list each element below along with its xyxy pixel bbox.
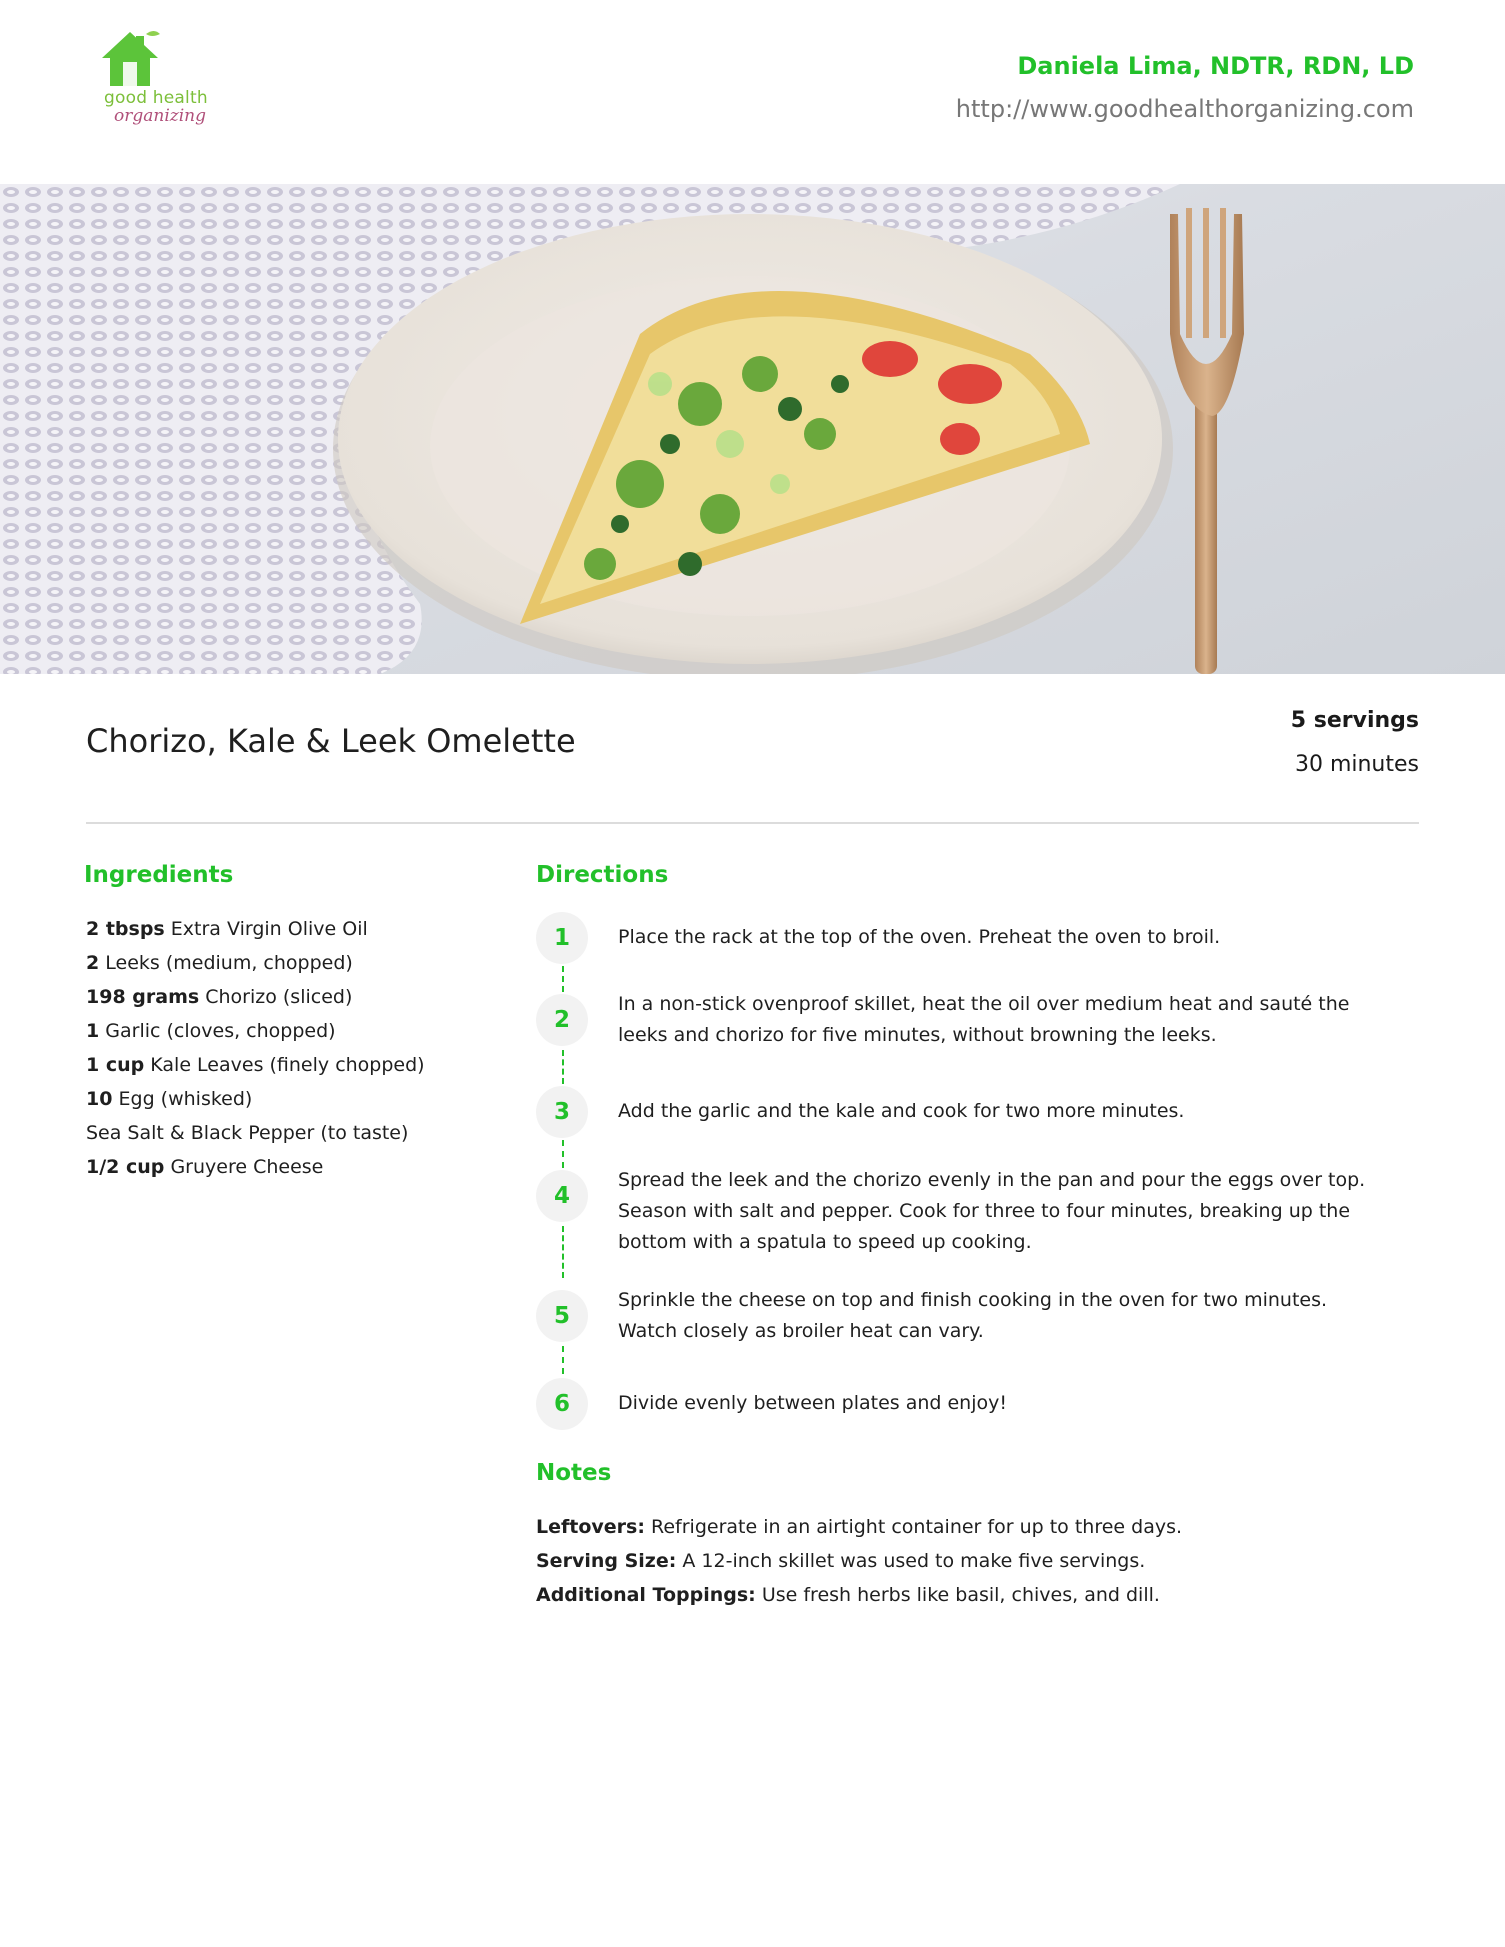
section-divider [86, 822, 1419, 824]
author-name: Daniela Lima, NDTR, RDN, LD [1017, 52, 1414, 80]
note-text: A 12-inch skillet was used to make five servings. [682, 1550, 1146, 1572]
step-connector [562, 1050, 564, 1084]
step-number: 3 [536, 1086, 588, 1138]
ingredient-qty: 2 [86, 952, 100, 974]
list-item [86, 980, 425, 1014]
step-connector [562, 1346, 564, 1374]
note-text: Refrigerate in an airtight container for up to three days. [651, 1516, 1183, 1538]
logo-text-secondary: organizing [114, 106, 206, 126]
ingredient-text: Kale Leaves (finely chopped) [150, 1054, 425, 1076]
note-text: Use fresh herbs like basil, chives, and dill. [761, 1584, 1160, 1606]
cook-time: 30 minutes [1294, 752, 1419, 777]
servings-count: 5 servings [1290, 708, 1419, 733]
step-number: 2 [536, 994, 588, 1046]
step-number: 5 [536, 1290, 588, 1342]
note-item [536, 1578, 1182, 1612]
ingredient-text: Leeks (medium, chopped) [105, 952, 353, 974]
brand-logo [90, 28, 220, 143]
ingredients-list [86, 912, 425, 1184]
list-item [86, 912, 425, 946]
ingredient-qty: 1 [86, 1020, 100, 1042]
ingredient-text: Extra Virgin Olive Oil [170, 918, 368, 940]
website-link[interactable]: http://www.goodhealthorganizing.com [955, 95, 1414, 123]
step-connector [562, 1140, 564, 1168]
step-text: Sprinkle the cheese on top and finish cooking in the oven for two minutes. Watch closely as broiler heat can vary. [618, 1289, 1328, 1342]
step-text: Spread the leek and the chorizo evenly in the pan and pour the eggs over top. Season with salt and pepper. Cook for three to four minutes, breaking up the bottom with a spatula to speed up cooking. [618, 1169, 1366, 1253]
ingredient-qty: 2 tbsps [86, 918, 165, 940]
ingredients-heading: Ingredients [84, 862, 234, 888]
step-text: Divide evenly between plates and enjoy! [618, 1392, 1007, 1414]
ingredient-qty: 198 grams [86, 986, 200, 1008]
list-item [86, 1014, 425, 1048]
step-number: 4 [536, 1170, 588, 1222]
step-connector [562, 1226, 564, 1278]
ingredient-text: Sea Salt & Black Pepper (to taste) [86, 1122, 409, 1144]
recipe-title: Chorizo, Kale & Leek Omelette [86, 722, 576, 760]
note-label: Leftovers: [536, 1516, 645, 1538]
ingredient-text: Egg (whisked) [118, 1088, 253, 1110]
logo-text-primary: good health [104, 88, 208, 108]
ingredient-qty: 1/2 cup [86, 1156, 165, 1178]
step-text: Place the rack at the top of the oven. Preheat the oven to broil. [618, 926, 1221, 948]
note-item [536, 1544, 1182, 1578]
notes-heading: Notes [536, 1460, 612, 1486]
step-text: In a non-stick ovenproof skillet, heat the oil over medium heat and sauté the leeks and chorizo for five minutes, without browning the leeks. [618, 993, 1350, 1046]
ingredient-text: Gruyere Cheese [170, 1156, 324, 1178]
list-item [86, 1116, 425, 1150]
ingredient-qty: 10 [86, 1088, 113, 1110]
list-item [86, 946, 425, 980]
list-item [86, 1048, 425, 1082]
step-number: 6 [536, 1378, 588, 1430]
ingredient-text: Chorizo (sliced) [205, 986, 353, 1008]
step-text: Add the garlic and the kale and cook for two more minutes. [618, 1100, 1185, 1122]
hero-photo [0, 184, 1505, 674]
list-item [86, 1150, 425, 1184]
note-label: Additional Toppings: [536, 1584, 756, 1606]
step-number: 1 [536, 912, 588, 964]
note-label: Serving Size: [536, 1550, 677, 1572]
step-connector [562, 966, 564, 992]
notes-list [536, 1510, 1182, 1612]
note-item [536, 1510, 1182, 1544]
list-item [86, 1082, 425, 1116]
ingredient-text: Garlic (cloves, chopped) [105, 1020, 336, 1042]
ingredient-qty: 1 cup [86, 1054, 145, 1076]
directions-heading: Directions [536, 862, 669, 888]
house-icon [90, 28, 220, 90]
